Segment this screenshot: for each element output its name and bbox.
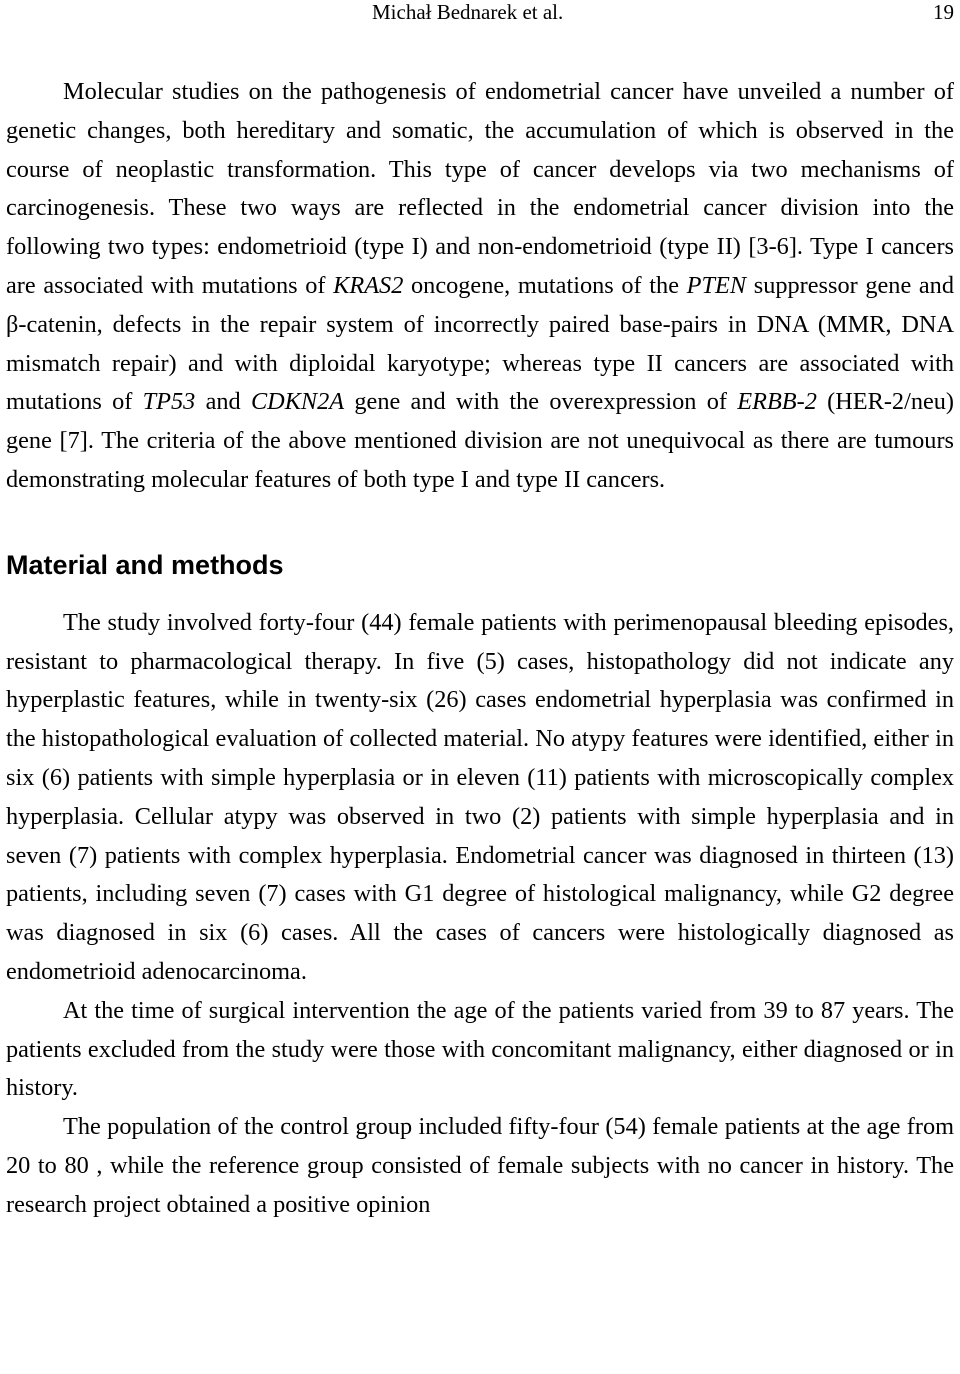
gene-name-cdkn2a: CDKN2A: [250, 388, 345, 416]
gene-name-pten: PTEN: [686, 271, 747, 299]
gene-name-erbb2: ERBB-2: [737, 388, 817, 416]
section-heading-material-methods: Material and methods: [6, 549, 284, 580]
methods-paragraph-1: The study involved forty-four (44) female patients with perimenopausal bleeding episodes, resistant to pharmacological therapy. In five (5) cases, histopathology did not indicate any hyperplastic features, while in twenty-six (26) cases endometrial hyperplasia was confirmed in the histopathological evaluation of collected material. No atypy features were identified, either in six (6) patients with simple hyperplasia or in eleven (11) patients with microscopically complex hyperplasia. Cellular atypy was observed in two (2) patients with simple hyperplasia and in seven (7) patients with complex hyperplasia. Endometrial cancer was diagnosed in thirteen (13) patients, including seven (7) cases with G1 degree of histological malignancy, while G2 degree was diagnosed in six (6) cases. All the cases of cancers were histologically diagnosed as endometrioid adenocarcinoma.: [6, 608, 954, 985]
gene-name-kras2: KRAS2: [333, 271, 404, 299]
intro-text-1: Molecular studies on the pathogenesis of endometrial cancer have unveiled a number of genetic changes, both hereditary and somatic, the accumulation of which is observed in the course of neoplastic transformation. This type of cancer develops via two mechanisms of carcinogenesis. These two ways are reflected in the endometrial cancer division into the following two types: endometrioid (type I) and non-endometrioid (type II) [3-6]. Type I cancers are associated with mutations of: [6, 78, 954, 299]
running-header: [6, 0, 954, 28]
intro-text-3: suppressor gene and β-catenin, defects in the repair system of incorrectly paired base-pairs in DNA (MMR, DNA mismatch repair) and with diploidal karyotype; whereas type II cancers are associated with mutations of: [6, 271, 954, 416]
page-number: 19: [933, 0, 954, 24]
document-page: [6, 0, 954, 1225]
methods-paragraph-3: The population of the control group included fifty-four (54) female patients at the age from 20 to 80 , while the reference group consisted of female subjects with no cancer in history. The research project obtained a positive opinion: [6, 1113, 954, 1218]
intro-text-5: gene and with the overexpression of: [344, 388, 738, 416]
gene-name-tp53: TP53: [142, 388, 196, 416]
intro-text-6: (HER-2/neu) gene [7]. The criteria of the above mentioned division are not unequivocal as there are tumours demonstrating molecular features of both type I and type II cancers.: [6, 388, 955, 493]
methods-paragraph-2: At the time of surgical intervention the age of the patients varied from 39 to 87 years. The patients excluded from the study were those with concomitant malignancy, either diagnosed or in history.: [6, 996, 954, 1102]
intro-text-2: oncogene, mutations of the: [403, 271, 687, 299]
intro-paragraph: [6, 73, 954, 500]
intro-text-4: and: [195, 388, 251, 416]
running-header-author: Michał Bednarek et al.: [372, 0, 564, 24]
